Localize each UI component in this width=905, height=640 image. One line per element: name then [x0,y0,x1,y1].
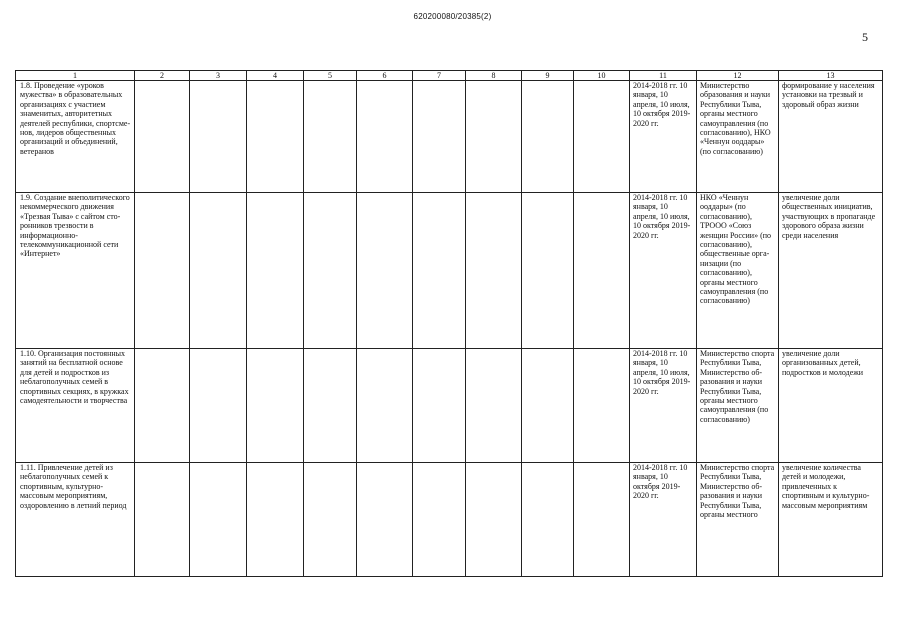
empty-cell [247,193,304,349]
table-row [16,193,883,349]
result-cell: формирование у населения установки на трезвый и здоровый образ жизни [779,81,883,193]
empty-cell [466,349,522,463]
empty-cell [522,349,574,463]
empty-cell [304,463,357,577]
table-row [16,81,883,193]
empty-cell [190,81,247,193]
result-cell: увеличение количества детей и молодежи, привлеченных к спортивным и культурно-массовым мероприятиям [779,463,883,577]
column-header: 11 [630,71,697,81]
column-header: 9 [522,71,574,81]
empty-cell [247,349,304,463]
empty-cell [304,349,357,463]
responsible-cell: НКО «Ченнун ооддары» (по согласованию), ТРООО «Союз женщин России» (по согласованию), общественные организации (по согласованию), органы местного самоуправления (по согласованию) [697,193,779,349]
column-header: 5 [304,71,357,81]
result-cell: увеличение доли организованных детей, подростков и молодежи [779,349,883,463]
column-header: 13 [779,71,883,81]
empty-cell [190,463,247,577]
empty-cell [522,193,574,349]
empty-cell [135,81,190,193]
deadline-cell: 2014-2018 гг. 10 января, 10 октября 2019-2020 гг. [630,463,697,577]
result-cell: увеличение доли общественных инициатив, участвующих в пропаганде здорового образа жизни среди населения [779,193,883,349]
empty-cell [522,463,574,577]
plan-table [15,70,883,577]
responsible-cell: Министерство спорта Республики Тыва, Министерство образования и науки Республики Тыва, органы местного [697,463,779,577]
deadline-cell: 2014-2018 гг. 10 января, 10 апреля, 10 июля, 10 октября 2019-2020 гг. [630,349,697,463]
empty-cell [574,349,630,463]
column-number-row [16,71,883,81]
empty-cell [304,81,357,193]
empty-cell [466,81,522,193]
empty-cell [304,193,357,349]
empty-cell [247,463,304,577]
empty-cell [466,193,522,349]
document-id: 620200080/20385(2) [413,12,492,21]
table-row [16,349,883,463]
empty-cell [190,349,247,463]
empty-cell [357,81,413,193]
empty-cell [135,463,190,577]
responsible-cell: Министерство образования и науки Республики Тыва, органы местного самоуправления (по согласованию), НКО «Ченнун ооддары» (по согласованию) [697,81,779,193]
empty-cell [413,193,466,349]
empty-cell [247,81,304,193]
column-header: 12 [697,71,779,81]
empty-cell [574,193,630,349]
empty-cell [357,463,413,577]
column-header: 6 [357,71,413,81]
empty-cell [466,463,522,577]
responsible-cell: Министерство спорта Республики Тыва, Министерство образования и науки Республики Тыва, органы местного самоуправления (по согласованию) [697,349,779,463]
table-row [16,463,883,577]
empty-cell [574,463,630,577]
activity-cell: 1.11. Привлечение детей из неблагополучных семей к спортивным, культурно-массовым мероприятиям, оздоровлению в летний период [16,463,135,577]
empty-cell [522,81,574,193]
empty-cell [135,349,190,463]
empty-cell [413,81,466,193]
empty-cell [413,463,466,577]
empty-cell [135,193,190,349]
empty-cell [574,81,630,193]
column-header: 2 [135,71,190,81]
column-header: 8 [466,71,522,81]
column-header: 3 [190,71,247,81]
empty-cell [190,193,247,349]
deadline-cell: 2014-2018 гг. 10 января, 10 апреля, 10 июля, 10 октября 2019-2020 гг. [630,193,697,349]
empty-cell [357,349,413,463]
column-header: 1 [16,71,135,81]
column-header: 7 [413,71,466,81]
column-header: 10 [574,71,630,81]
activity-cell: 1.10. Организация постоянных занятий на бесплатной основе для детей и подростков из неблагополучных семей в спортивных секциях, в кружках самодеятельности и творчества [16,349,135,463]
deadline-cell: 2014-2018 гг. 10 января, 10 апреля, 10 июля, 10 октября 2019-2020 гг. [630,81,697,193]
activity-cell: 1.9. Создание внеполитического некоммерческого движения «Трезвая Тыва» с сайтом сторонников трезвости в информационно-телекоммуникационной сети «Интернет» [16,193,135,349]
page-number: 5 [862,30,868,44]
empty-cell [413,349,466,463]
activity-cell: 1.8. Проведение «уроков мужества» в образовательных организациях с участием знаменитых, авторитетных деятелей республики, спортсменов, лидеров общественных организаций и объединений, ветеранов [16,81,135,193]
column-header: 4 [247,71,304,81]
empty-cell [357,193,413,349]
